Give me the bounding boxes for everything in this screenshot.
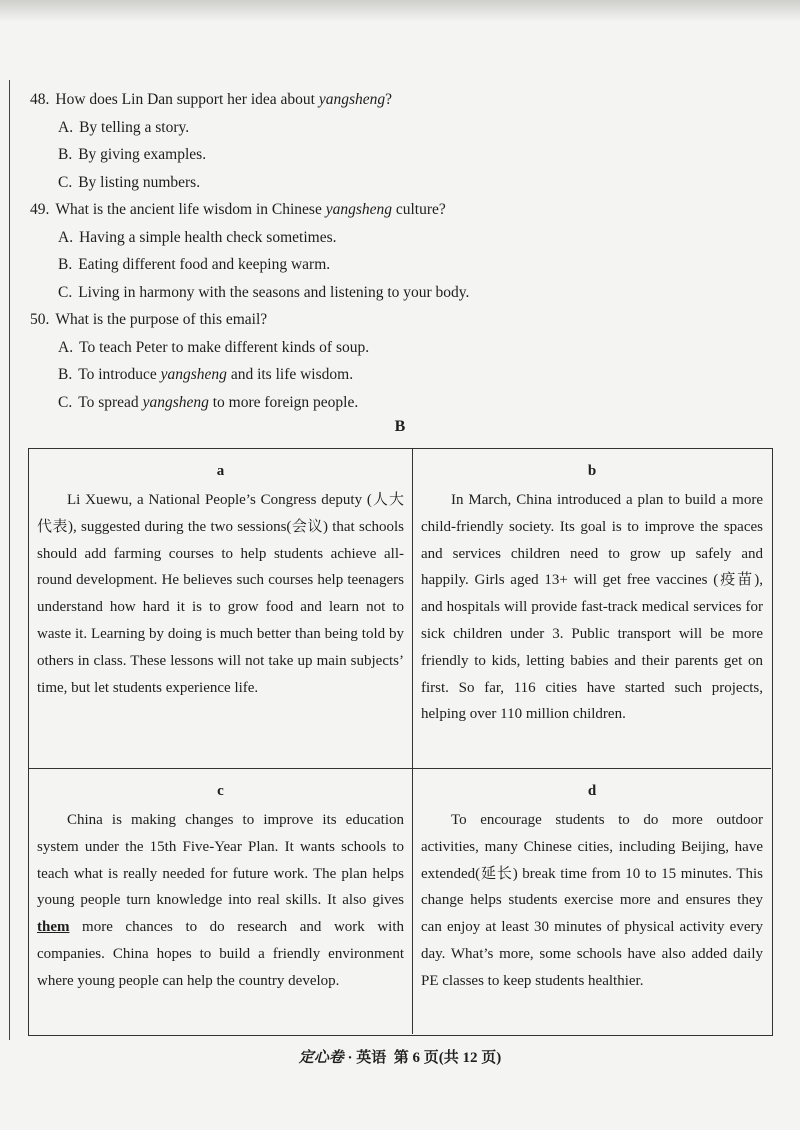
option-letter: B. bbox=[58, 146, 73, 163]
passage-text-part: more chances to do research and work with companies. China hopes to build a friendly environment where young people can help the country develop. bbox=[37, 919, 404, 989]
option-b[interactable] bbox=[30, 251, 770, 279]
footer-separator: · bbox=[343, 1050, 357, 1066]
passage-c bbox=[29, 769, 413, 1034]
question-stem bbox=[30, 86, 770, 114]
stem-text-end: culture? bbox=[392, 201, 446, 218]
option-italic: yangsheng bbox=[160, 366, 227, 383]
option-text: By giving examples. bbox=[78, 146, 207, 163]
option-a[interactable] bbox=[30, 114, 770, 142]
passage-text: To encourage students to do more outdoor activities, many Chinese cities, including Beijing, have extended(延长) break time from 10 to 15 minutes. This change helps students exercise more and ensures they can enjoy at least 30 minutes of physical activity every day. What’s more, some schools have also added daily PE classes to keep students healthier. bbox=[421, 812, 763, 989]
option-italic: yangsheng bbox=[142, 393, 209, 411]
underlined-word-them: them bbox=[37, 919, 70, 936]
option-letter: C. bbox=[58, 283, 73, 301]
passage-text: In March, China introduced a plan to build a more child-friendly society. Its goal is to improve the spaces and services children need to grow up safely and happily. Girls aged 13+ will get free vaccines (疫苗), and hospitals will provide fast-track medical services for sick children under 3. Public transport will be more friendly to kids, letting babies and their parents get on first. So far, 116 cities have started such projects, helping over 110 million children. bbox=[421, 492, 763, 723]
question-number: 50. bbox=[30, 311, 50, 328]
passage-text bbox=[37, 807, 404, 995]
passage-letter: b bbox=[587, 463, 597, 479]
option-letter: B. bbox=[58, 366, 73, 383]
option-text: By telling a story. bbox=[79, 118, 190, 136]
question-stem bbox=[30, 306, 770, 334]
stem-italic: yangsheng bbox=[318, 91, 386, 108]
option-b[interactable] bbox=[30, 141, 770, 169]
question-49 bbox=[30, 196, 770, 306]
option-text: Having a simple health check sometimes. bbox=[79, 228, 337, 246]
option-text: To spread bbox=[78, 393, 143, 411]
scan-edge bbox=[0, 0, 800, 22]
question-48 bbox=[30, 86, 770, 196]
footer-subject: 英语 bbox=[356, 1050, 387, 1066]
passage-b bbox=[413, 449, 771, 769]
option-text: To teach Peter to make different kinds of soup. bbox=[79, 338, 370, 356]
option-a[interactable] bbox=[30, 334, 770, 362]
option-text: Eating different food and keeping warm. bbox=[78, 256, 331, 273]
stem-text: What is the purpose of this email? bbox=[55, 311, 268, 328]
stem-text-end: ? bbox=[385, 91, 393, 108]
passage-text: Li Xuewu, a National People’s Congress deputy (人大代表), suggested during the two sessions(会议) that schools should add farming courses to help students achieve all-round development. He believes such courses help teenagers understand how hard it is to grow food and learn not to waste it. Learning by doing is much better than being told by others in class. These lessons will not take up main subjects’ time, but let students experience life. bbox=[37, 492, 404, 696]
option-letter: A. bbox=[58, 118, 74, 136]
option-text: By listing numbers. bbox=[78, 173, 201, 191]
option-letter: C. bbox=[58, 393, 73, 411]
option-letter: A. bbox=[58, 228, 74, 246]
option-text-end: and its life wisdom. bbox=[226, 366, 354, 383]
section-label: B bbox=[394, 418, 406, 435]
option-text-end: to more foreign people. bbox=[208, 393, 359, 411]
option-text: Living in harmony with the seasons and listening to your body. bbox=[78, 283, 470, 301]
passage-table bbox=[28, 448, 773, 1036]
passage-a bbox=[29, 449, 413, 769]
option-c[interactable] bbox=[30, 169, 770, 197]
option-letter: B. bbox=[58, 256, 73, 273]
stem-italic: yangsheng bbox=[325, 201, 392, 218]
stem-text: What is the ancient life wisdom in Chinese bbox=[55, 201, 326, 218]
option-b[interactable] bbox=[30, 361, 770, 389]
option-letter: C. bbox=[58, 173, 73, 191]
stem-text: How does Lin Dan support her idea about bbox=[55, 91, 319, 108]
passage-d bbox=[413, 769, 771, 1034]
option-letter: A. bbox=[58, 338, 74, 356]
question-list bbox=[30, 86, 770, 416]
option-text: To introduce bbox=[78, 366, 161, 383]
option-c[interactable] bbox=[30, 389, 770, 417]
option-a[interactable] bbox=[30, 224, 770, 252]
question-stem bbox=[30, 196, 770, 224]
passage-letter: c bbox=[217, 783, 224, 799]
passage-letter: a bbox=[216, 463, 225, 479]
page-footer bbox=[0, 1046, 800, 1067]
margin-rule bbox=[9, 80, 10, 1040]
option-c[interactable] bbox=[30, 279, 770, 307]
footer-brand: 定心卷 bbox=[298, 1050, 344, 1066]
question-number: 48. bbox=[30, 91, 50, 108]
footer-page-number: 第 6 页(共 12 页) bbox=[393, 1050, 502, 1066]
question-50 bbox=[30, 306, 770, 416]
question-number: 49. bbox=[30, 201, 50, 218]
passage-text-part: China is making changes to improve its education system under the 15th Five-Year Plan. It wants schools to teach what is really needed for future work. The plan helps young people turn knowledge into real skills. It also gives bbox=[37, 812, 404, 909]
passage-letter: d bbox=[587, 783, 597, 799]
